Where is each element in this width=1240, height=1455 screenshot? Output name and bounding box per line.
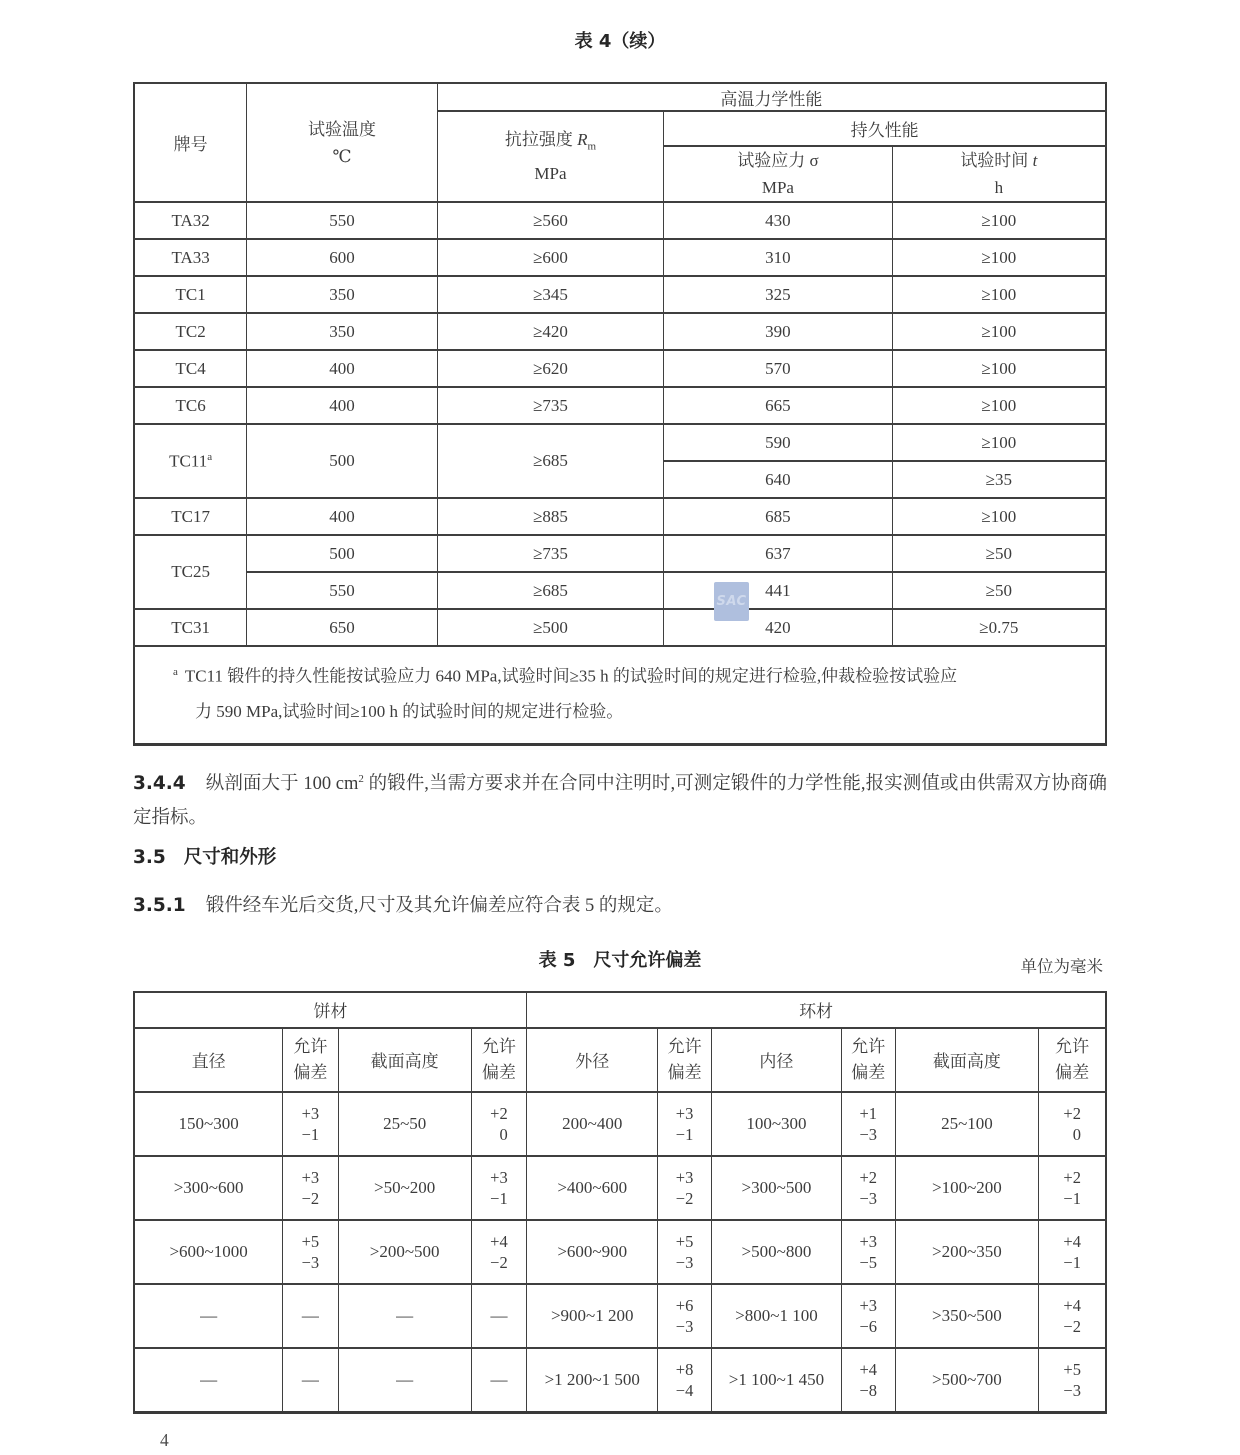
superscript-2: 2 [358,772,364,785]
t5-cell-tolerance [658,1348,711,1413]
t4-cell-temp: 400 [247,350,438,387]
t4-cell-stress: 390 [664,313,892,350]
table-row [134,83,1106,111]
tolerance-header-line1: 允许 [851,1036,886,1056]
tolerance-plus: +4 [490,1231,508,1251]
t5-cell-inner-diameter: >1 100~1 450 [711,1348,841,1413]
tolerance-minus: −1 [675,1124,694,1144]
tolerance-plus: +4 [859,1359,878,1379]
t4-cell-brand: TC6 [134,387,247,424]
tolerance-plus: +3 [675,1103,694,1123]
brand-text: TC11 [169,451,208,471]
tolerance-stack [490,1167,508,1209]
t4-footnote-line2: 力 590 MPa,试验时间≥100 h 的试验时间的规定进行检验。 [195,701,624,721]
t4-cell-time: ≥100 [892,313,1106,350]
t4-cell-rm: ≥735 [437,387,663,424]
tolerance-minus: −3 [1063,1380,1081,1400]
t4-cell-time: ≥50 [892,535,1106,572]
t5-cell-section-height: 25~100 [895,1092,1039,1156]
t5-cell-section-height: >50~200 [338,1156,471,1220]
tolerance-minus: −1 [1063,1188,1081,1208]
t4-cell-stress: 685 [664,498,892,535]
t4-cell-temp: 400 [247,498,438,535]
table-row [134,1220,1106,1284]
t5-cell-inner-diameter: >500~800 [711,1220,841,1284]
tolerance-stack [676,1359,694,1401]
t5-cell-tolerance [283,1092,338,1156]
t4-header-tensile-strength-line1 [441,126,660,160]
table4-caption: 表 4（续） [574,31,666,52]
tolerance-plus: +4 [1063,1231,1081,1251]
t4-cell-temp: 650 [247,609,438,646]
t5-cell-outer-diameter: >1 200~1 500 [527,1348,658,1413]
tolerance-stack [859,1359,877,1401]
tolerance-plus: +3 [490,1167,508,1187]
t4-cell-temp: 350 [247,276,438,313]
tolerance-plus: +2 [859,1167,878,1187]
tolerance-minus: −8 [859,1380,878,1400]
t4-cell-rm: ≥735 [437,535,663,572]
t4-cell-brand: TC1 [134,276,247,313]
t5-cell-tolerance: — [471,1284,526,1348]
t4-cell-rm: ≥685 [437,572,663,609]
table-row [134,276,1106,313]
table-row [134,350,1106,387]
tolerance-stack [859,1103,877,1145]
table-row [134,498,1106,535]
tolerance-plus: +3 [675,1167,694,1187]
t4-header-tensile-strength [437,111,663,202]
heading-text: 尺寸和外形 [183,846,277,868]
t4-cell-rm: ≥560 [437,202,663,239]
tolerance-plus: +5 [675,1231,694,1251]
t5-header-diameter: 直径 [134,1028,283,1092]
t5-group-cake: 饼材 [134,992,527,1028]
t5-cell-tolerance [1039,1284,1106,1348]
t5-cell-tolerance [842,1348,895,1413]
clause-text: 纵剖面大于 100 cm [205,773,359,794]
tolerance-stack [859,1167,877,1209]
tolerance-minus: −3 [859,1188,878,1208]
t4-cell-time: ≥100 [892,424,1106,461]
tolerance-plus: +5 [301,1231,320,1251]
t5-cell-tolerance [842,1284,895,1348]
table-row [134,646,1106,744]
tolerance-stack [1063,1103,1081,1145]
t5-header-inner-diameter: 内径 [711,1028,841,1092]
t5-header-tolerance [283,1028,338,1092]
t4-cell-brand: TA32 [134,202,247,239]
tensile-strength-label: 抗拉强度 [504,129,573,149]
tolerance-header-line1: 允许 [293,1036,328,1056]
tolerance-minus: −2 [1063,1316,1081,1336]
t5-cell-tolerance [1039,1220,1106,1284]
tolerance-stack [302,1167,320,1209]
tolerance-header-line1: 允许 [481,1036,516,1056]
t5-cell-outer-diameter: >900~1 200 [527,1284,658,1348]
t5-cell-outer-diameter: >400~600 [527,1156,658,1220]
t4-cell-brand: TC31 [134,609,247,646]
table-row [134,387,1106,424]
table-row [134,239,1106,276]
table-row [134,609,1106,646]
t5-cell-diameter: >300~600 [134,1156,283,1220]
t4-cell-temp: 550 [247,202,438,239]
tolerance-header-line2: 偏差 [851,1062,886,1082]
tolerance-stack [490,1231,508,1273]
tolerance-plus: +3 [301,1103,320,1123]
tolerance-stack [676,1103,694,1145]
sac-watermark-logo: SAC [714,582,749,621]
t5-cell-tolerance [471,1156,526,1220]
t5-cell-inner-diameter: >800~1 100 [711,1284,841,1348]
t4-cell-stress: 637 [664,535,892,572]
t5-cell-tolerance [1039,1348,1106,1413]
tolerance-minus: −1 [301,1124,320,1144]
table-row [134,1284,1106,1348]
tolerance-stack [302,1103,320,1145]
t4-cell-temp: 500 [247,535,438,572]
t4-header-test-time-line1 [896,147,1102,174]
t5-header-section-height: 截面高度 [895,1028,1039,1092]
t4-header-endurance: 持久性能 [664,111,1106,146]
clause-number: 3.4.4 [133,772,186,794]
t5-cell-tolerance [842,1156,895,1220]
tolerance-stack [490,1103,508,1145]
table5-unit-note: 单位为毫米 [1020,956,1103,976]
t4-cell-stress: 570 [664,350,892,387]
tolerance-stack [859,1295,877,1337]
t4-cell-rm: ≥345 [437,276,663,313]
t4-cell-time: ≥0.75 [892,609,1106,646]
tolerance-stack [859,1231,877,1273]
page-number: 4 [160,1429,169,1450]
t5-cell-section-height: >200~500 [338,1220,471,1284]
tolerance-minus: 0 [1072,1124,1081,1144]
t5-cell-inner-diameter: 100~300 [711,1092,841,1156]
tolerance-minus: −1 [490,1188,508,1208]
t4-cell-time: ≥100 [892,498,1106,535]
tolerance-minus: −3 [859,1124,878,1144]
clause-text: 锻件经车光后交货,尺寸及其允许偏差应符合表 5 的规定。 [205,895,673,916]
tolerance-plus: +2 [1063,1103,1081,1123]
t4-header-test-stress [664,146,892,202]
t4-header-temperature [247,83,438,202]
tolerance-minus: −6 [859,1316,878,1336]
tensile-strength-subscript: m [587,140,597,153]
footnote-text: TC11 锻件的持久性能按试验应力 640 MPa,试验时间≥35 h 的试验时间的规定进行检验,仲裁检验按试验应 [184,666,958,686]
t4-cell-time: ≥100 [892,350,1106,387]
tolerance-header-line1: 允许 [1055,1036,1090,1056]
t4-cell-stress: 441 [664,572,892,609]
t5-cell-tolerance: — [283,1284,338,1348]
tolerance-stack [676,1167,694,1209]
t4-cell-brand [134,424,247,498]
t4-header-temperature-unit: ℃ [332,146,352,166]
tolerance-plus: +2 [490,1103,508,1123]
table-row [134,572,1106,609]
table4-high-temp-properties [133,82,1107,746]
tolerance-plus: +6 [675,1295,694,1315]
t5-cell-outer-diameter: >600~900 [527,1220,658,1284]
t4-cell-brand: TC4 [134,350,247,387]
t4-cell-rm: ≥420 [437,313,663,350]
clause-3-4-4 [133,762,1107,835]
t4-cell-time: ≥100 [892,387,1106,424]
t4-cell-stress: 430 [664,202,892,239]
t4-cell-time: ≥100 [892,239,1106,276]
t4-footnote [134,646,1106,744]
tolerance-header-line2: 偏差 [293,1062,328,1082]
tolerance-plus: +5 [1063,1359,1081,1379]
t4-cell-stress: 310 [664,239,892,276]
tolerance-stack [1063,1295,1081,1337]
t5-cell-diameter: >600~1000 [134,1220,283,1284]
table-row [134,1028,1106,1092]
tolerance-minus: −1 [1063,1252,1081,1272]
tolerance-stack [302,1231,320,1273]
table-row [134,424,1106,461]
t4-cell-rm: ≥685 [437,424,663,498]
t5-header-section-height: 截面高度 [338,1028,471,1092]
t4-cell-brand: TC17 [134,498,247,535]
t4-cell-rm: ≥600 [437,239,663,276]
table-row [134,1156,1106,1220]
t4-cell-stress: 640 [664,461,892,498]
table-row [134,202,1106,239]
tolerance-header-line2: 偏差 [1055,1062,1090,1082]
t4-cell-stress: 590 [664,424,892,461]
t4-cell-temp: 500 [247,424,438,498]
test-time-label: 试验时间 [960,151,1029,170]
t5-cell-section-height: >100~200 [895,1156,1039,1220]
tolerance-minus: −3 [301,1252,320,1272]
tolerance-minus: −2 [490,1252,508,1272]
t4-cell-time: ≥100 [892,202,1106,239]
table5-caption-title: 尺寸允许偏差 [593,949,702,971]
tolerance-minus: −2 [301,1188,320,1208]
tolerance-plus: +8 [675,1359,694,1379]
t5-cell-tolerance [1039,1092,1106,1156]
tolerance-minus: −3 [675,1252,694,1272]
t5-cell-tolerance [842,1220,895,1284]
t5-cell-diameter: 150~300 [134,1092,283,1156]
tolerance-stack [676,1295,694,1337]
table5-dimension-tolerances [133,991,1107,1414]
table-row [134,1348,1106,1413]
t5-cell-section-height: 25~50 [338,1092,471,1156]
tolerance-minus: −5 [859,1252,878,1272]
t4-cell-temp: 400 [247,387,438,424]
clause-3-5-heading [133,845,1107,871]
tolerance-plus: +4 [1063,1295,1081,1315]
t5-cell-section-height: >350~500 [895,1284,1039,1348]
t5-header-tolerance [658,1028,711,1092]
table5-caption-number: 表 5 [538,949,576,971]
t5-header-tolerance [842,1028,895,1092]
tolerance-header-line2: 偏差 [481,1062,516,1082]
t4-header-high-temp-properties: 高温力学性能 [437,83,1106,111]
t5-cell-tolerance [283,1156,338,1220]
t5-cell-diameter: — [134,1348,283,1413]
tolerance-header-line2: 偏差 [667,1062,702,1082]
tolerance-stack [676,1231,694,1273]
table5-caption [133,949,1107,973]
t4-cell-temp: 550 [247,572,438,609]
t5-cell-section-height: — [338,1284,471,1348]
t4-cell-brand: TC25 [134,535,247,609]
t4-header-brand: 牌号 [134,83,247,202]
tolerance-plus: +1 [859,1103,878,1123]
t5-cell-tolerance: — [471,1348,526,1413]
tolerance-minus: −2 [675,1188,694,1208]
footnote-marker: a [173,666,178,678]
t5-cell-diameter: — [134,1284,283,1348]
clause-text: 的锻件,当需方要求并在合同中注明时,可测定锻件的力学性能,报实测值或由供需双方协商确定指标。 [133,773,1107,828]
t4-cell-stress: 665 [664,387,892,424]
clause-3-5-1 [133,889,1107,923]
t5-cell-section-height: >200~350 [895,1220,1039,1284]
t5-group-ring: 环材 [527,992,1106,1028]
t5-cell-section-height: — [338,1348,471,1413]
t4-cell-time: ≥35 [892,461,1106,498]
tolerance-minus: 0 [499,1124,508,1144]
table-row [134,1092,1106,1156]
t4-cell-time: ≥100 [892,276,1106,313]
t5-cell-tolerance: — [283,1348,338,1413]
t4-header-test-time-unit: h [994,178,1004,197]
tolerance-minus: −3 [675,1316,694,1336]
t5-cell-section-height: >500~700 [895,1348,1039,1413]
table-row [134,535,1106,572]
t4-cell-brand: TA33 [134,239,247,276]
t4-cell-brand: TC2 [134,313,247,350]
t4-header-test-stress-line1: 试验应力 σ [737,151,819,170]
footnote-marker: a [207,450,213,463]
t5-cell-tolerance [471,1220,526,1284]
t5-cell-outer-diameter: 200~400 [527,1092,658,1156]
tolerance-stack [1063,1359,1081,1401]
t4-cell-stress: 325 [664,276,892,313]
t5-cell-tolerance [842,1092,895,1156]
tolerance-stack [1063,1167,1081,1209]
table-row [134,313,1106,350]
table5-caption-row [133,949,1107,975]
t5-cell-tolerance [658,1156,711,1220]
tolerance-header-line1: 允许 [667,1036,702,1056]
t5-header-outer-diameter: 外径 [527,1028,658,1092]
t4-header-test-stress-unit: MPa [761,178,794,197]
t5-header-tolerance [1039,1028,1106,1092]
t4-footnote-line1 [173,655,1081,694]
tolerance-plus: +3 [859,1231,878,1251]
t4-cell-rm: ≥885 [437,498,663,535]
t4-cell-rm: ≥620 [437,350,663,387]
t5-header-tolerance [471,1028,526,1092]
t4-cell-time: ≥50 [892,572,1106,609]
clause-number: 3.5 [133,846,166,868]
document-content [133,0,1107,1451]
tolerance-plus: +3 [301,1167,320,1187]
tolerance-stack [1063,1231,1081,1273]
t5-cell-tolerance [658,1220,711,1284]
t5-cell-inner-diameter: >300~500 [711,1156,841,1220]
tolerance-plus: +3 [859,1295,878,1315]
t4-cell-rm: ≥500 [437,609,663,646]
t5-cell-tolerance [471,1092,526,1156]
t4-header-test-time [892,146,1106,202]
t5-cell-tolerance [283,1220,338,1284]
t5-cell-tolerance [658,1284,711,1348]
t4-cell-temp: 600 [247,239,438,276]
test-time-symbol: t [1032,151,1038,170]
t5-cell-tolerance [658,1092,711,1156]
tolerance-plus: +2 [1063,1167,1081,1187]
t4-cell-temp: 350 [247,313,438,350]
tensile-strength-symbol: R [577,129,588,149]
t4-cell-stress: 420 [664,609,892,646]
clause-number: 3.5.1 [133,894,186,916]
table-row [134,992,1106,1028]
t5-cell-tolerance [1039,1156,1106,1220]
t4-header-tensile-strength-unit: MPa [534,164,567,184]
tolerance-minus: −4 [675,1380,694,1400]
t4-header-temperature-line1: 试验温度 [308,119,376,139]
